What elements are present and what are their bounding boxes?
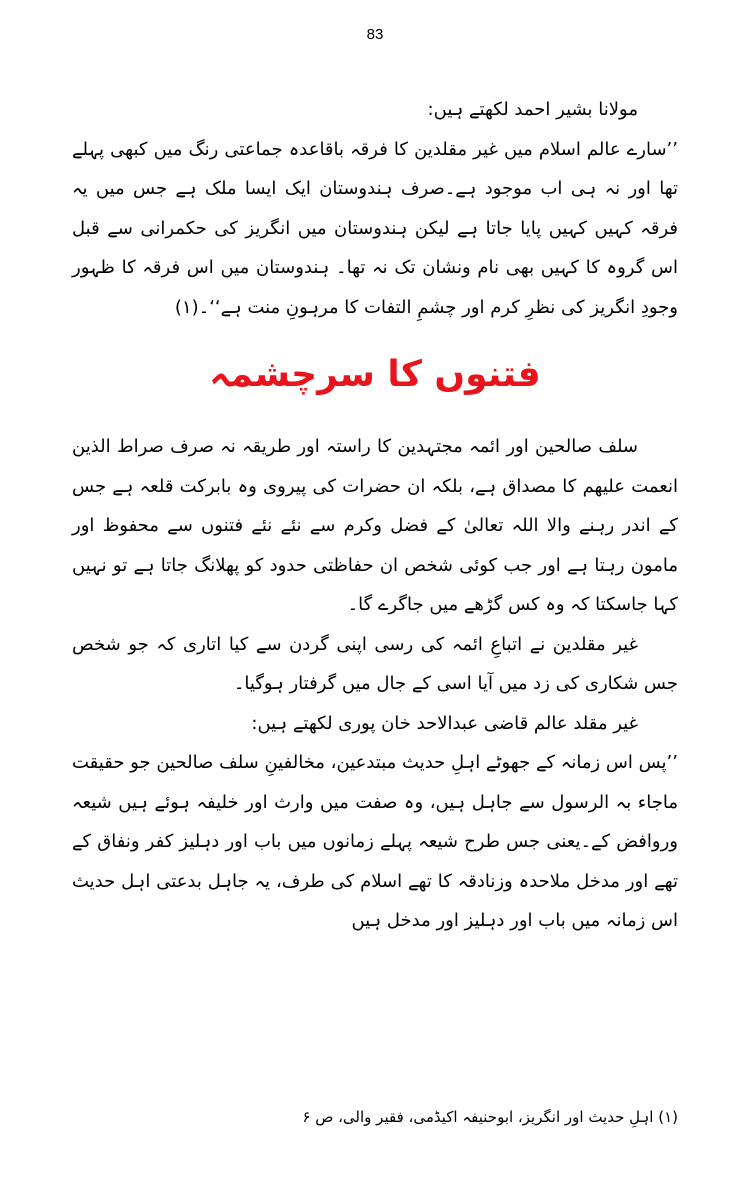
page-body: [72, 90, 678, 941]
page-number: 83: [366, 26, 384, 43]
quote-paragraph-1: ’’سارے عالم اسلام میں غیر مقلدین کا فرقہ باقاعدہ جماعتی رنگ میں کبھی پہلے تھا اور نہ ہی اب موجود ہے۔صرف ہندوستان ایک ایسا ملک ہے جس میں یہ فرقہ کہیں کہیں پایا جاتا ہے لیکن ہندوستان میں انگریز کی حکمرانی سے قبل اس گروہ کا کہیں بھی نام ونشان تک نہ تھا۔ ہندوستان میں اس فرقہ کا ظہور وجودِ انگریز کی نظرِ کرم اور چشمِ التفات کا مرہونِ منت ہے‘‘۔(۱): [72, 138, 678, 318]
footnote: (۱) اہلِ حدیث اور انگریز، ابوحنیفہ اکیڈمی، فقیر والی، ص ۶: [302, 1108, 678, 1126]
intro-line-2: غیر مقلد عالم قاضی عبدالاحد خان پوری لکھتے ہیں:: [251, 712, 638, 734]
intro-line: مولانا بشیر احمد لکھتے ہیں:: [427, 99, 638, 120]
body-paragraph-2: غیر مقلدین نے اتباعِ ائمہ کی رسی اپنی گردن سے کیا اتاری کہ جو شخص جس شکاری کی زد میں آیا اسی کے جال میں گرفتار ہوگیا۔: [72, 633, 678, 694]
quote-paragraph-2: ’’پس اس زمانہ کے جھوٹے اہلِ حدیث مبتدعین، مخالفینِ سلف صالحین جو حقیقت ماجاء بہ الرسول سے جاہل ہیں، وہ صفت میں وارث اور خلیفہ ہوئے ہیں شیعہ وروافض کے۔یعنی جس طرح شیعہ پہلے زمانوں میں باب اور دہلیز کفر ونفاق کے تھے اور مدخل ملاحدہ وزنادقہ کا تھے اسلام کی طرف، یہ جاہل بدعتی اہل حدیث اس زمانہ میں باب اور دہلیز اور مدخل ہیں: [72, 752, 678, 931]
body-paragraph-1: سلف صالحین اور ائمہ مجتہدین کا راستہ اور طریقہ نہ صرف صراط الذین انعمت علیھم کا مصداق ہے، بلکہ ان حضرات کی پیروی وہ بابرکت قلعہ ہے جس کے اندر رہنے والا اللہ تعالیٰ کے فضل وکرم سے نئے نئے فتنوں سے محفوظ اور مامون رہتا ہے اور جب کوئی شخص ان حفاظتی حدود کو پھلانگ جاتا ہے تو نہیں کہا جاسکتا کہ وہ کس گڑھے میں جاگرے گا۔: [72, 436, 678, 615]
section-heading: فتنوں کا سرچشمہ: [209, 354, 541, 395]
